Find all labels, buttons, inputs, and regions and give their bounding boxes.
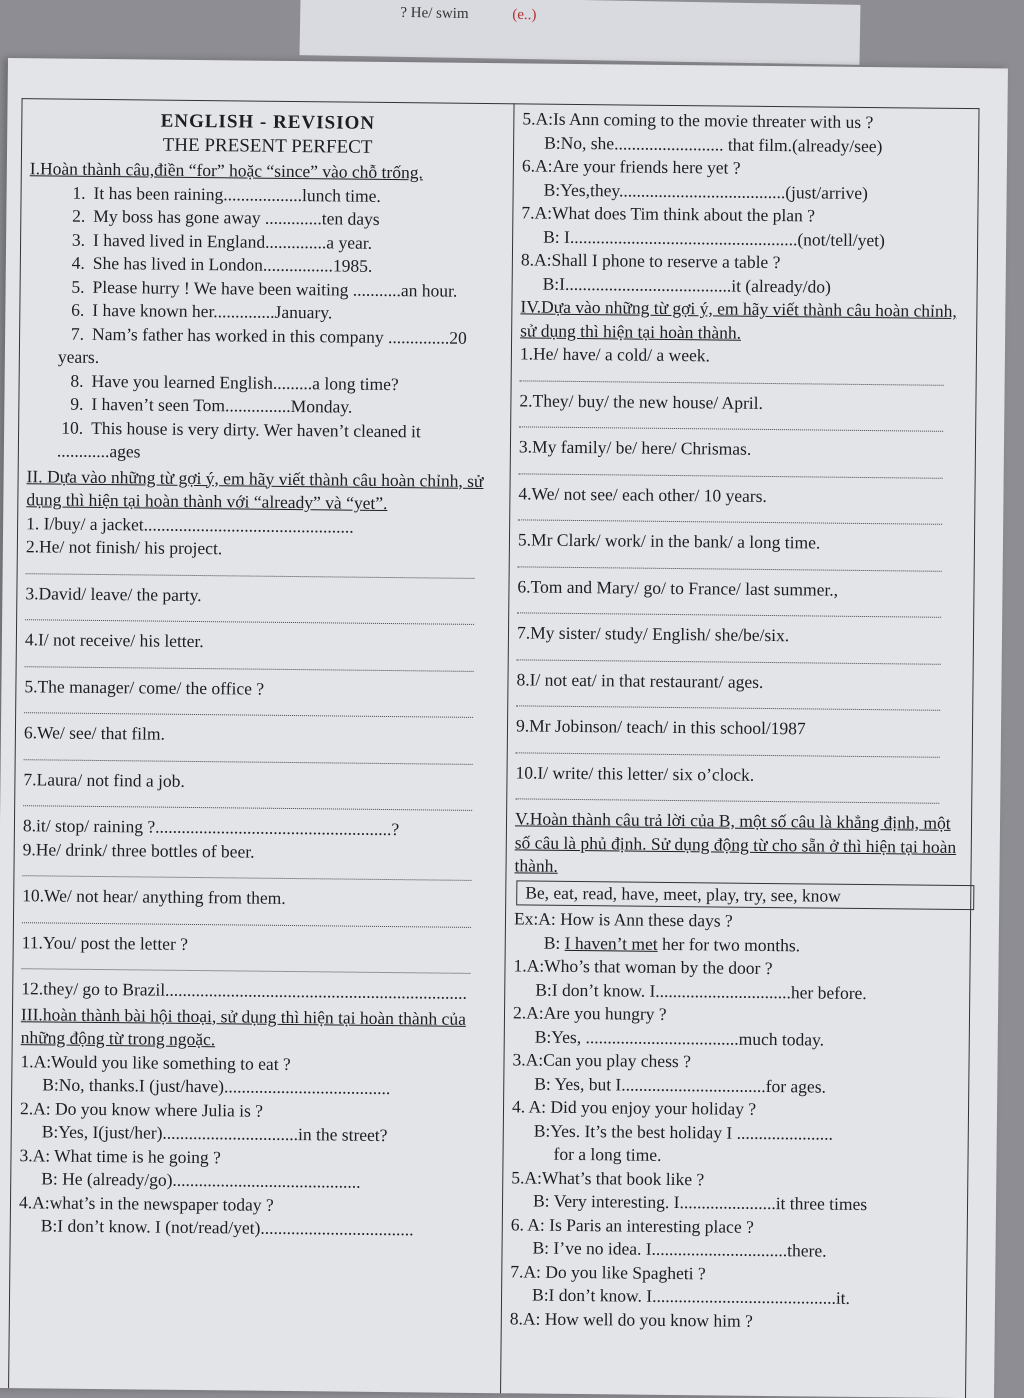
section5-list: [510, 954, 964, 1335]
left-column: [8, 98, 513, 1393]
section3-continued: [521, 107, 973, 300]
dialogue-a: 5.A:What’s that book like ?: [511, 1166, 705, 1189]
dialogue-b: B: Yes, but I.................................for ages.: [534, 1073, 827, 1097]
list-item: 7.Laura/ not find a job.: [23, 768, 185, 791]
section4-list: [515, 342, 970, 804]
verb-box: Be, eat, read, have, meet, play, try, see, know: [516, 880, 974, 910]
list-item: 5.The manager/ come/ the office ?: [24, 675, 265, 699]
list-item: 5. Please hurry ! We have been waiting ...........an hour.: [71, 276, 458, 301]
answer-line[interactable]: [518, 505, 942, 524]
dialogue-b: B:I don’t know. I...............................her before.: [535, 979, 867, 1003]
list-item: 4.I/ not receive/ his letter.: [24, 629, 204, 652]
dialogue-a: 6.A:Are your friends here yet ?: [521, 155, 741, 178]
section1-heading: I.Hoàn thành câu,điền “for” hoặc “since” vào chỗ trống.: [29, 158, 424, 183]
answer-line[interactable]: [516, 738, 940, 757]
list-item: 3.David/ leave/ the party.: [25, 582, 202, 605]
list-item: 4. She has lived in London................1985.: [71, 252, 373, 276]
section2-heading: II. Dựa vào những từ gợi ý, em hãy viết thành câu hoàn chỉnh, sử dụng thì hiện tại hoàn thành với “already” và “yet”.: [26, 465, 484, 513]
list-item: 9.He/ drink/ three bottles of beer.: [22, 838, 255, 862]
dialogue-a: 3.A: What time is he going ?: [19, 1144, 222, 1167]
dialogue-b: B:I......................................it (already/do): [542, 273, 831, 297]
list-item: 7. Nam’s father has worked in this company ..............20 years.: [57, 323, 467, 367]
dialogue-a: 8.A:Shall I phone to reserve a table ?: [520, 249, 781, 273]
section3-list: [19, 1050, 496, 1243]
example-answer: I haven’t met: [564, 932, 658, 954]
dialogue-b: B: I....................................................(not/tell/yet): [543, 226, 885, 250]
answer-line[interactable]: [519, 412, 943, 431]
list-item: 5.Mr Clark/ work/ in the bank/ a long time.: [517, 529, 821, 553]
list-item: 2.They/ buy/ the new house/ April.: [519, 389, 764, 413]
list-item: 1. It has been raining..................lunch time.: [72, 182, 381, 206]
section3-heading: III.hoàn thành bài hội thoại, sử dụng thì hiện tại hoàn thành của những động từ trong ngoặc.: [20, 1003, 467, 1050]
example-a: Ex:A: How is Ann these days ?: [513, 908, 733, 931]
dialogue-b-continued: for a long time.: [553, 1143, 662, 1165]
dialogue-a: 8.A: How well do you know him ?: [509, 1307, 753, 1331]
worksheet-page: [0, 58, 1008, 1398]
answer-line[interactable]: [515, 784, 939, 803]
dialogue-a: 1.A:Would you like something to eat ?: [20, 1050, 291, 1074]
dialogue-b: B: I’ve no idea. I...............................there.: [532, 1237, 827, 1261]
dialogue-b: B: Very interesting. I......................it three times: [532, 1190, 868, 1215]
list-item: 3.My family/ be/ here/ Chrismas.: [518, 436, 752, 459]
underlying-sheet: [300, 0, 861, 65]
list-item: 8.it/ stop/ raining ?......................................................?: [22, 815, 400, 840]
answer-line[interactable]: [516, 691, 940, 710]
list-item: 6.We/ see/ that film.: [23, 722, 166, 744]
answer-line[interactable]: [519, 459, 943, 478]
list-item: 10.I/ write/ this letter/ six o’clock.: [515, 761, 755, 785]
list-item: 12.they/ go to Brazil.....................................................................: [21, 978, 468, 1003]
list-item: 10. This house is very dirty. Wer haven’t cleaned it ............ages: [56, 417, 421, 462]
list-item: 11.You/ post the letter ?: [21, 931, 189, 954]
example-b: B: I haven’t met her for two months.: [543, 932, 801, 955]
list-item: 10.We/ not hear/ anything from them.: [22, 885, 286, 908]
answer-line[interactable]: [517, 645, 941, 664]
list-item: 8. Have you learned English.........a long time?: [70, 370, 399, 394]
dialogue-a: 3.A:Can you play chess ?: [512, 1049, 692, 1072]
dialogue-b: B:No, she......................... that film.(already/see): [544, 132, 883, 156]
list-item: 6.Tom and Mary/ go/ to France/ last summer.,: [517, 575, 839, 600]
dialogue-a: 4. A: Did you enjoy your holiday ?: [511, 1096, 757, 1119]
list-item: 2.He/ not finish/ his project.: [25, 536, 223, 559]
dialogue-a: 6. A: Is Paris an interesting place ?: [510, 1213, 754, 1237]
dialogue-b: B:Yes, I(just/her)...............................in the street?: [41, 1121, 388, 1146]
list-item: 1.He/ have/ a cold/ a week.: [519, 343, 711, 366]
dialogue-a: 7.A:What does Tim think about the plan ?: [521, 202, 816, 226]
answer-line[interactable]: [517, 598, 941, 617]
section4-heading: IV.Dựa vào những từ gợi ý, em hãy viết thành câu hoàn chỉnh, sử dụng thì hiện tại hoàn thành.: [520, 296, 957, 343]
right-column: [500, 103, 979, 1398]
section2-list: [21, 512, 501, 1006]
dialogue-a: 5.A:Is Ann coming to the movie threater with us ?: [522, 108, 874, 133]
page-title: ENGLISH - REVISION: [160, 110, 376, 134]
dialogue-b: B:Yes. It’s the best holiday I ......................: [533, 1120, 834, 1144]
dialogue-b: B:I don’t know. I..........................................it.: [531, 1284, 851, 1308]
dialogue-b: B: He (already/go)...........................................: [41, 1168, 361, 1192]
section1-list: [27, 181, 505, 468]
dialogue-a: 1.A:Who’s that woman by the door ?: [513, 955, 773, 979]
list-item: 7.My sister/ study/ English/ she/be/six.: [516, 622, 790, 646]
dialogue-b: B:No, thanks.I (just/have)......................................: [42, 1074, 391, 1099]
list-item: 9.Mr Jobinson/ teach/ in this school/1987: [515, 715, 806, 739]
list-item: 1. I/buy/ a jacket................................................: [26, 512, 354, 537]
dialogue-b: B:Yes,they......................................(just/arrive): [543, 179, 868, 203]
list-item: 2. My boss has gone away .............ten days: [72, 205, 380, 229]
list-item: 4.We/ not see/ each other/ 10 years.: [518, 482, 767, 506]
list-item: 3. I haved lived in England..............a year.: [71, 229, 373, 253]
list-item: 9. I haven’t seen Tom...............Monday.: [70, 393, 353, 417]
dialogue-a: 4.A:what’s in the newspaper today ?: [18, 1191, 274, 1215]
dialogue-b: B:I don’t know. I (not/read/yet)...................................: [40, 1215, 414, 1240]
dialogue-a: 2.A:Are you hungry ?: [512, 1002, 667, 1024]
list-item: 6. I have known her..............January.: [71, 299, 333, 323]
red-ink-note: (e..): [512, 6, 537, 24]
page-subtitle: THE PRESENT PERFECT: [162, 134, 373, 158]
answer-line[interactable]: [520, 366, 944, 385]
section5-heading: V.Hoàn thành câu trả lời của B, một số câu là khẳng định, một số câu là phủ định. Sử dụng động từ cho sẵn ở thì hiện tại hoàn thành.: [514, 808, 957, 876]
underlying-sheet-text: ? He/ swim: [400, 4, 469, 23]
answer-line[interactable]: [518, 552, 942, 571]
dialogue-a: 7.A: Do you like Spagheti ?: [510, 1260, 706, 1283]
dialogue-a: 2.A: Do you know where Julia is ?: [19, 1097, 264, 1121]
dialogue-b: B:Yes, ...................................much today.: [534, 1026, 825, 1050]
list-item: 8.I/ not eat/ in that restaurant/ ages.: [516, 668, 764, 692]
